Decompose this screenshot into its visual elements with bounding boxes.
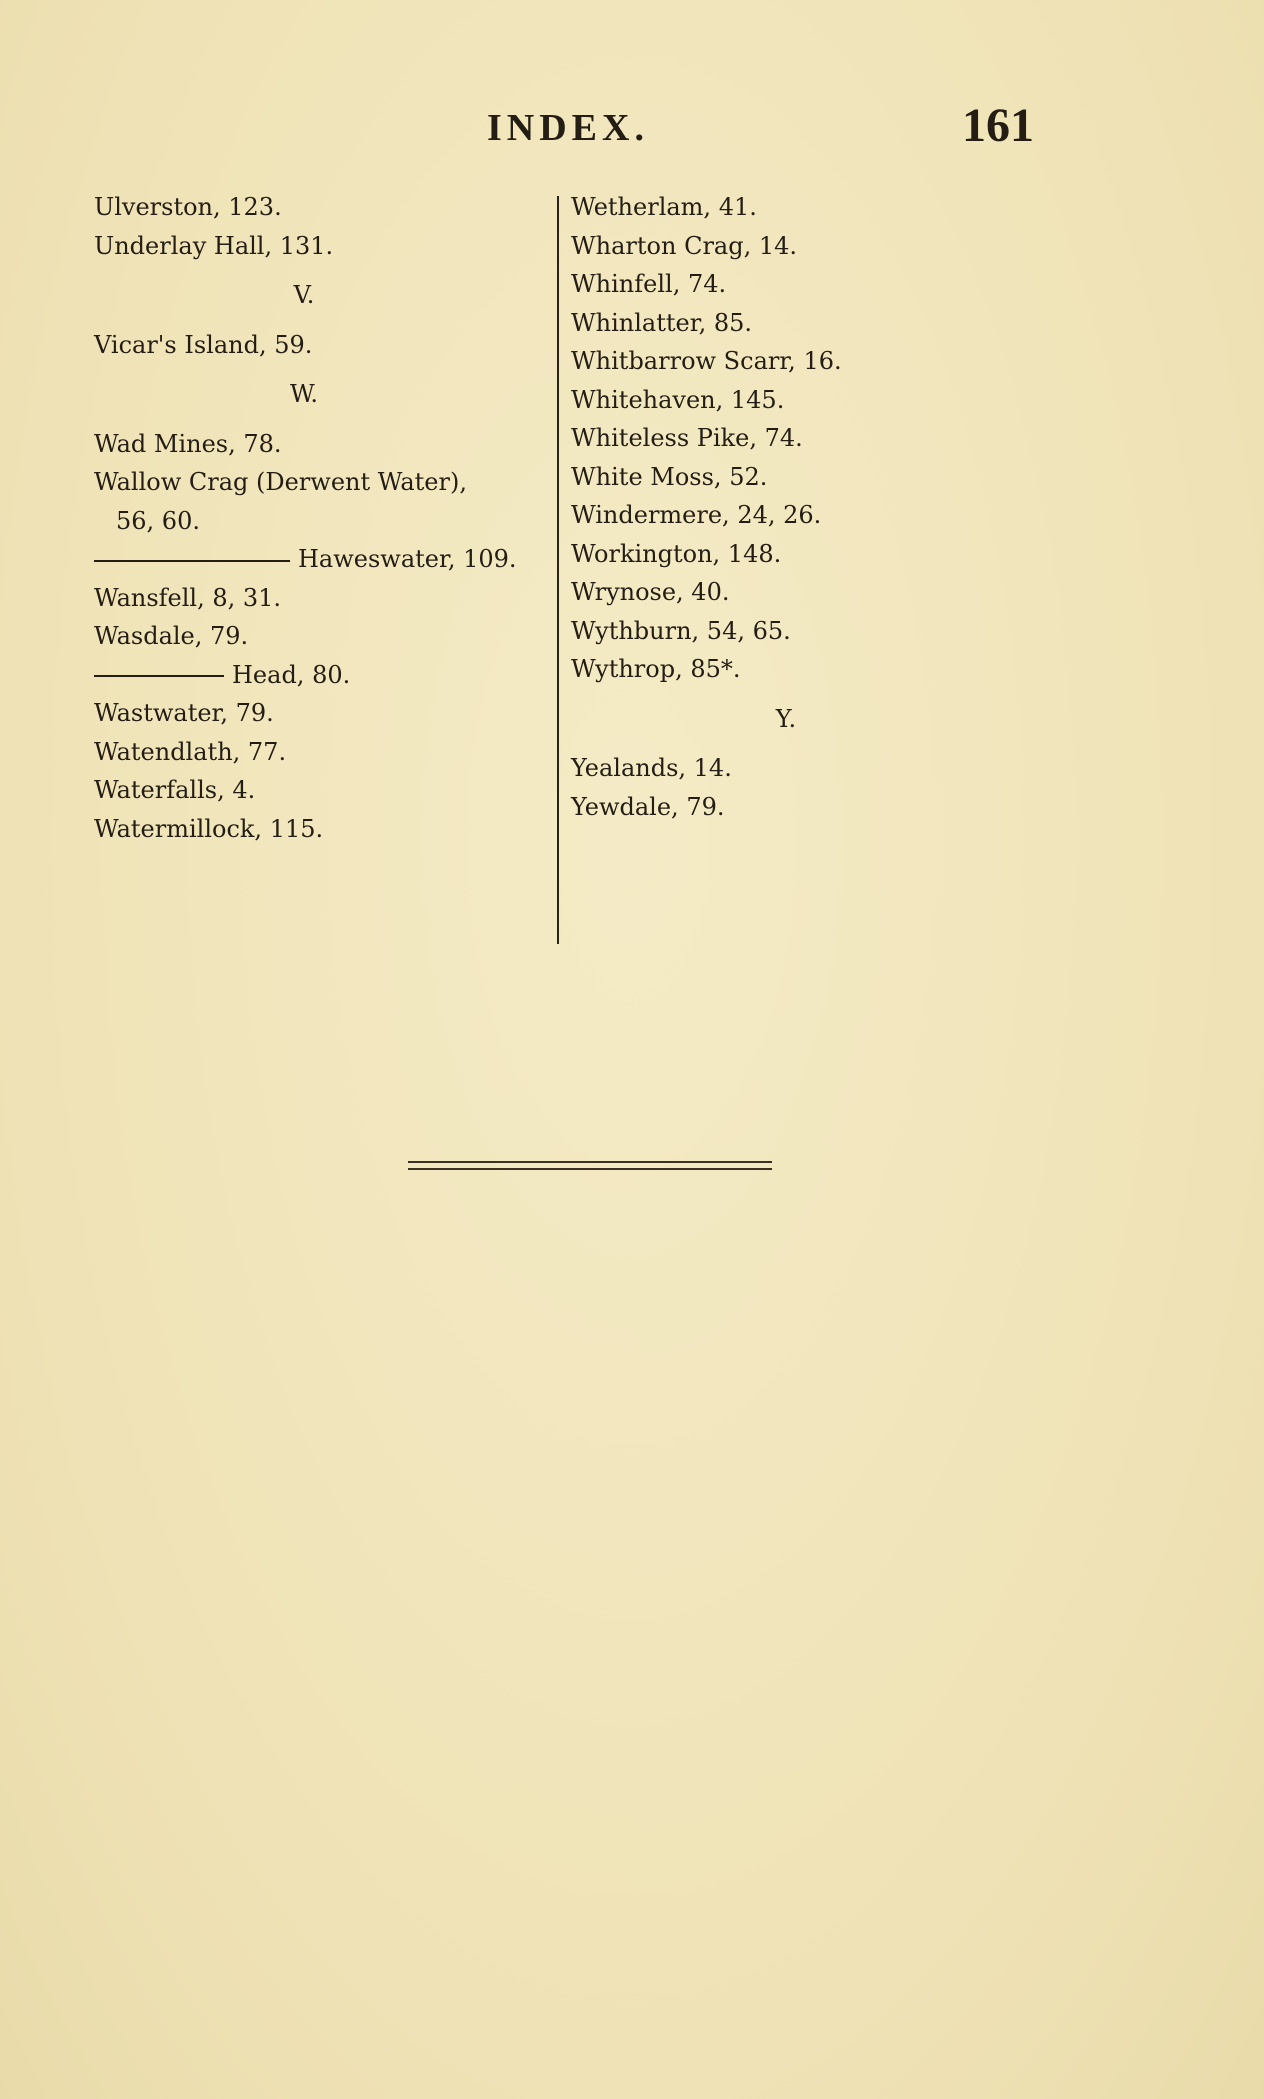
index-entry: Watendlath, 77. [94,737,287,766]
section-heading-v: V. [293,281,315,309]
ditto-dash [94,675,224,677]
page-number: 161 [962,99,1034,152]
index-entry: Wastwater, 79. [94,699,274,727]
left-column [94,188,564,848]
page-title: INDEX. [487,107,649,149]
index-entry: Wansfell, 8, 31. [94,583,282,612]
index-subentry-label: Head, 80. [232,660,351,689]
right-column [571,188,1041,826]
section-heading-w: W. [289,380,319,408]
index-entry: Waterfalls, 4. [94,776,256,804]
index-entry: Wythrop, 85*. [571,655,741,683]
index-entry: Windermere, 24, 26. [571,501,822,529]
index-entry: Workington, 148. [571,539,782,568]
end-rule-bottom [408,1168,772,1170]
index-entry: Wallow Crag (Derwent Water), [94,468,467,496]
ditto-dash [94,560,290,562]
index-entry: Yewdale, 79. [571,792,725,821]
index-subentry [94,656,564,695]
index-entry: Whitbarrow Scarr, 16. [571,347,842,375]
index-subentry [94,540,564,579]
index-subentry-label: Haweswater, 109. [298,545,517,573]
index-entry: Wythburn, 54, 65. [571,616,791,645]
index-entry: Ulverston, 123. [94,193,282,221]
index-entry: Wharton Crag, 14. [571,231,798,260]
index-entry: Underlay Hall, 131. [94,231,334,260]
index-entry: Vicar's Island, 59. [94,330,313,359]
index-entry: Yealands, 14. [571,754,732,782]
index-entry: Watermillock, 115. [94,814,324,843]
column-divider [557,196,559,944]
index-entry: Whinfell, 74. [571,270,727,298]
index-entry: Wasdale, 79. [94,622,249,650]
index-entry-continuation: 56, 60. [116,506,200,535]
index-entry: Whitehaven, 145. [571,385,785,414]
index-entry: White Moss, 52. [571,462,768,491]
index-entry: Wad Mines, 78. [94,429,282,458]
index-entry: Wrynose, 40. [571,578,730,606]
end-rule-top [408,1161,772,1163]
section-heading-y: Y. [775,704,797,733]
index-entry: Wetherlam, 41. [571,193,757,221]
index-entry: Whiteless Pike, 74. [571,424,803,452]
index-entry: Whinlatter, 85. [571,308,752,337]
